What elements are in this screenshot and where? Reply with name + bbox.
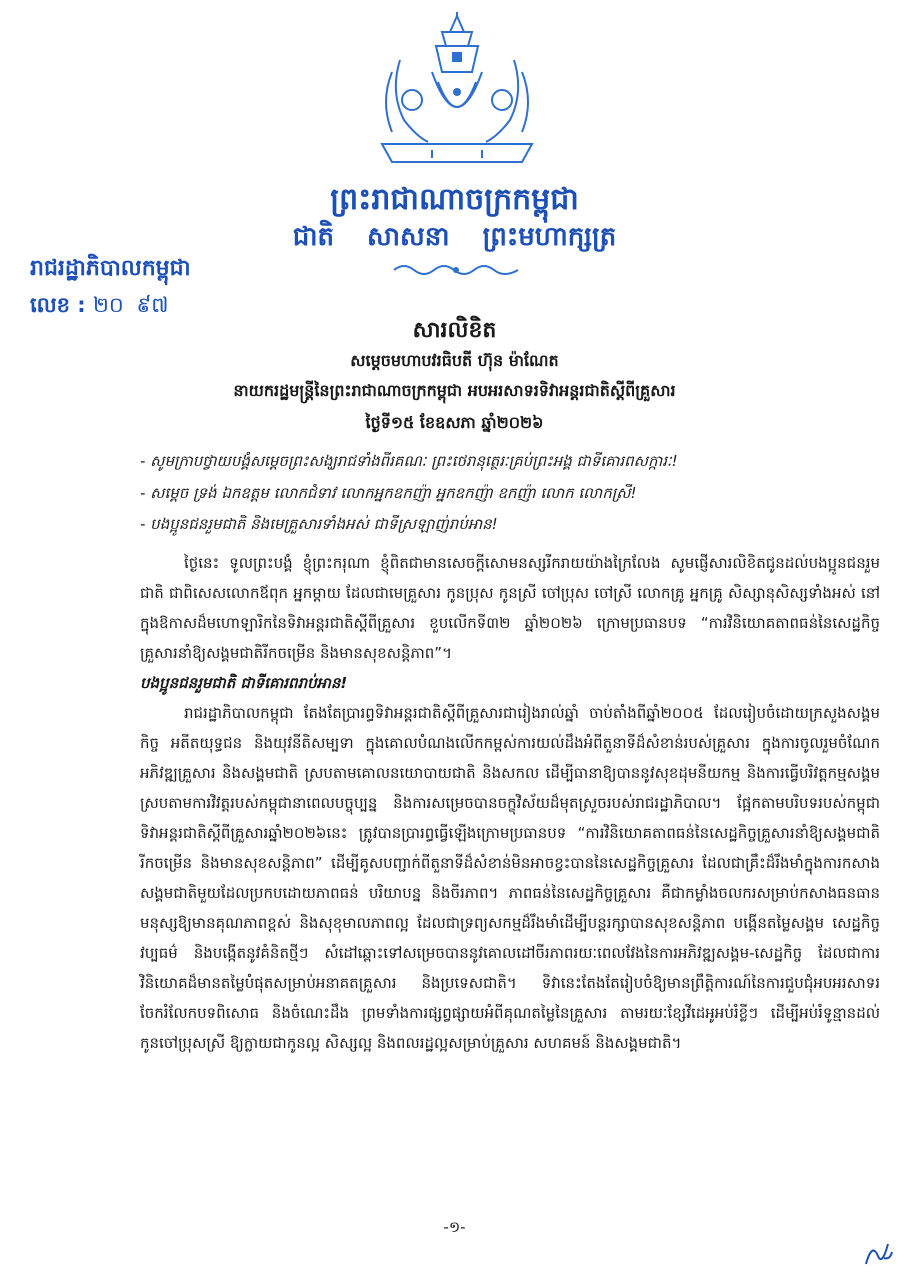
body-paragraph: រាជរដ្ឋាភិបាលកម្ពុជា តែងតែប្រារព្ធទិវាអន្តរជាតិស្តីពីគ្រួសារជារៀងរាល់ឆ្នាំ ចាប់តាំងពីឆ្នាំ២០០៥ ដែលរៀបចំដោយក្រសួងសង្គមកិច្ច អតីតយុទ្ធជន និងយុវនីតិសម្បទា ក្នុងគោលបំណងលើកកម្ពស់ការយល់ដឹងអំពីតួនាទីដ៏សំខាន់របស់គ្រួសារ ក្នុងការចូលរួមចំណែកអភិវឌ្ឍគ្រួសារ និងសង្គមជាតិ ស្របតាមគោលនយោបាយជាតិ និងសកល ដើម្បីធានាឱ្យបាននូវសុខដុមនីយកម្ម និងការធ្វើបរិវត្តកម្មសង្គមស្របតាមការវិវត្តរបស់កម្ពុជានាពេលបច្ចុប្បន្ន និងការសម្រេចបានចក្ខុវិស័យដ៏មុតស្រួចរបស់រាជរដ្ឋាភិបាល។ ផ្អែកតាមបរិបទរបស់កម្ពុជា ទិវាអន្តរជាតិស្តីពីគ្រួសារឆ្នាំ២០២៦នេះ ត្រូវបានប្រារព្ធធ្វើឡើងក្រោមប្រធានបទ “ការវិនិយោគតាពធន់នៃសេដ្ឋកិច្ចគ្រួសារនាំឱ្យសង្គមជាតិរីកចម្រើន និងមានសុខសន្តិភាព” ដើម្បីគូសបញ្ជាក់ពីតួនាទីដ៏សំខាន់មិនអាចខ្វះបាននៃសេដ្ឋកិច្ចគ្រួសារ ដែលជាគ្រឹះដ៏រឹងមាំក្នុងការកសាងសង្គមជាតិមួយដែលប្រកបដោយភាពធន់ បរិយាបន្ន និងចីរភាព។ ភាពធន់នៃសេដ្ឋកិច្ចគ្រួសារ គឺជាកម្លាំងចលករសម្រាប់កសាងធនធានមនុស្សឱ្យមានគុណភាពខ្ពស់ និងសុខុមាលភាពល្អ ដែលជាទ្រព្យសកម្មដ៏រឹងមាំដើម្បីបន្តរក្សាបានសុខសន្តិភាព បង្កើនតម្លៃសង្គម សេដ្ឋកិច្ច វប្បធម៌ និងបង្កើតនូវគំនិតថ្មីៗ សំដៅឆ្ពោះទៅសម្រេចបាននូវគោលដៅចីរភាពរយៈពេលវែងនៃការអភិវឌ្ឍសង្គម-សេដ្ឋកិច្ច ដែលជាការវិនិយោគដ៏មានតម្លៃបំផុតសម្រាប់អនាគតគ្រួសារ និងប្រទេសជាតិ។ ទិវានេះតែងតែរៀបចំឱ្យមានព្រឹត្តិការណ៍នៃការជួបជុំអបអរសាទរ ចែករំលែកបទពិសោធ និងចំណេះដឹង ព្រមទាំងការផ្សព្វផ្សាយអំពីគុណតម្លៃនៃគ្រួសារ តាមរយៈខ្សែវីដេអូអប់រំខ្លីៗ ដើម្បីអប់រំទូន្មានដល់កូនចៅប្រុសស្រី ឱ្យក្លាយជាកូនល្អ សិស្សល្អ និងពលរដ្ឋល្អសម្រាប់គ្រួសារ សហគមន៍ និងសង្គមជាតិ។: [140, 704, 880, 1052]
government-name: រាជរដ្ឋាភិបាលកម្ពុជា: [30, 256, 191, 281]
national-motto: ជាតិ សាសនា ព្រះមហាក្សត្រ: [292, 222, 617, 252]
reference-label: លេខ :: [30, 293, 86, 317]
author-position: នាយករដ្ឋមន្ត្រីនៃព្រះរាជាណាចក្រកម្ពុជា អបអរសាទរទិវាអន្តរជាតិស្តីពីគ្រួសារ: [233, 381, 676, 400]
body-paragraph: ថ្ងៃនេះ ទូលព្រះបង្គំ ខ្ញុំព្រះករុណា ខ្ញុំពិតជាមានសេចក្តីសោមនស្សរីករាយយ៉ាងក្រៃលែង សូមផ្ញើសារលិខិតជូនដល់បងប្អូនជនរួមជាតិ ជាពិសេសលោកឪពុក អ្នកម្តាយ ដែលជាមេគ្រួសារ កូនប្រុស កូនស្រី ចៅប្រុស ចៅស្រី លោកគ្រូ អ្នកគ្រូ សិស្សានុសិស្សទាំងអស់ នៅក្នុងឱកាសដ៏មហោឡារិកនៃទិវាអន្តរជាតិស្តីពីគ្រួសារ ខួបលើកទី៣២ ឆ្នាំ២០២៦ ក្រោមប្រធានបទ “ការវិនិយោគតាពធន់នៃសេដ្ឋកិច្ចគ្រួសារនាំឱ្យសង្គមជាតិរីកចម្រើន និងមានសុខសន្តិភាព”។: [140, 554, 880, 662]
greeting-line: - បងប្អូនជនរួមជាតិ និងមេគ្រួសារទាំងអស់ ជាទីស្រឡាញ់រាប់អាន!: [140, 515, 498, 533]
ornament-divider-icon: [392, 262, 520, 278]
body-address: បងប្អូនជនរួមជាតិ ជាទីគោរពរាប់អាន!: [140, 674, 348, 692]
letter-body: [140, 548, 880, 1058]
document-type: សារលិខិត: [412, 318, 497, 343]
initial-signature-icon: [862, 1238, 894, 1268]
page-number: -១-: [443, 1218, 466, 1236]
greeting-line: - សម្តេច ទ្រង់ ឯកឧត្តម លោកជំទាវ លោកអ្នកឧកញ៉ា អ្នកឧកញ៉ា ឧកញ៉ា លោក លោកស្រី!: [140, 484, 637, 502]
royal-coat-of-arms-icon: [372, 12, 542, 172]
kingdom-name: ព្រះរាជាណាចក្រកម្ពុជា: [330, 182, 579, 217]
reference-value: ២០ ៩៧: [93, 293, 169, 317]
greeting-line: - សូមក្រាបថ្វាយបង្គំសម្តេចព្រះសង្ឃរាជទាំងពីរគណៈ ព្រះថេរានុត្ថេរៈគ្រប់ព្រះអង្គ ជាទីគោរពសក្ការៈ!: [140, 452, 678, 470]
author-name: សម្តេចមហាបវរធិបតី ហ៊ុន ម៉ាណែត: [350, 351, 559, 370]
document-date: ថ្ងៃទី១៥ ខែឧសភា ឆ្នាំ២០២៦: [365, 413, 544, 432]
